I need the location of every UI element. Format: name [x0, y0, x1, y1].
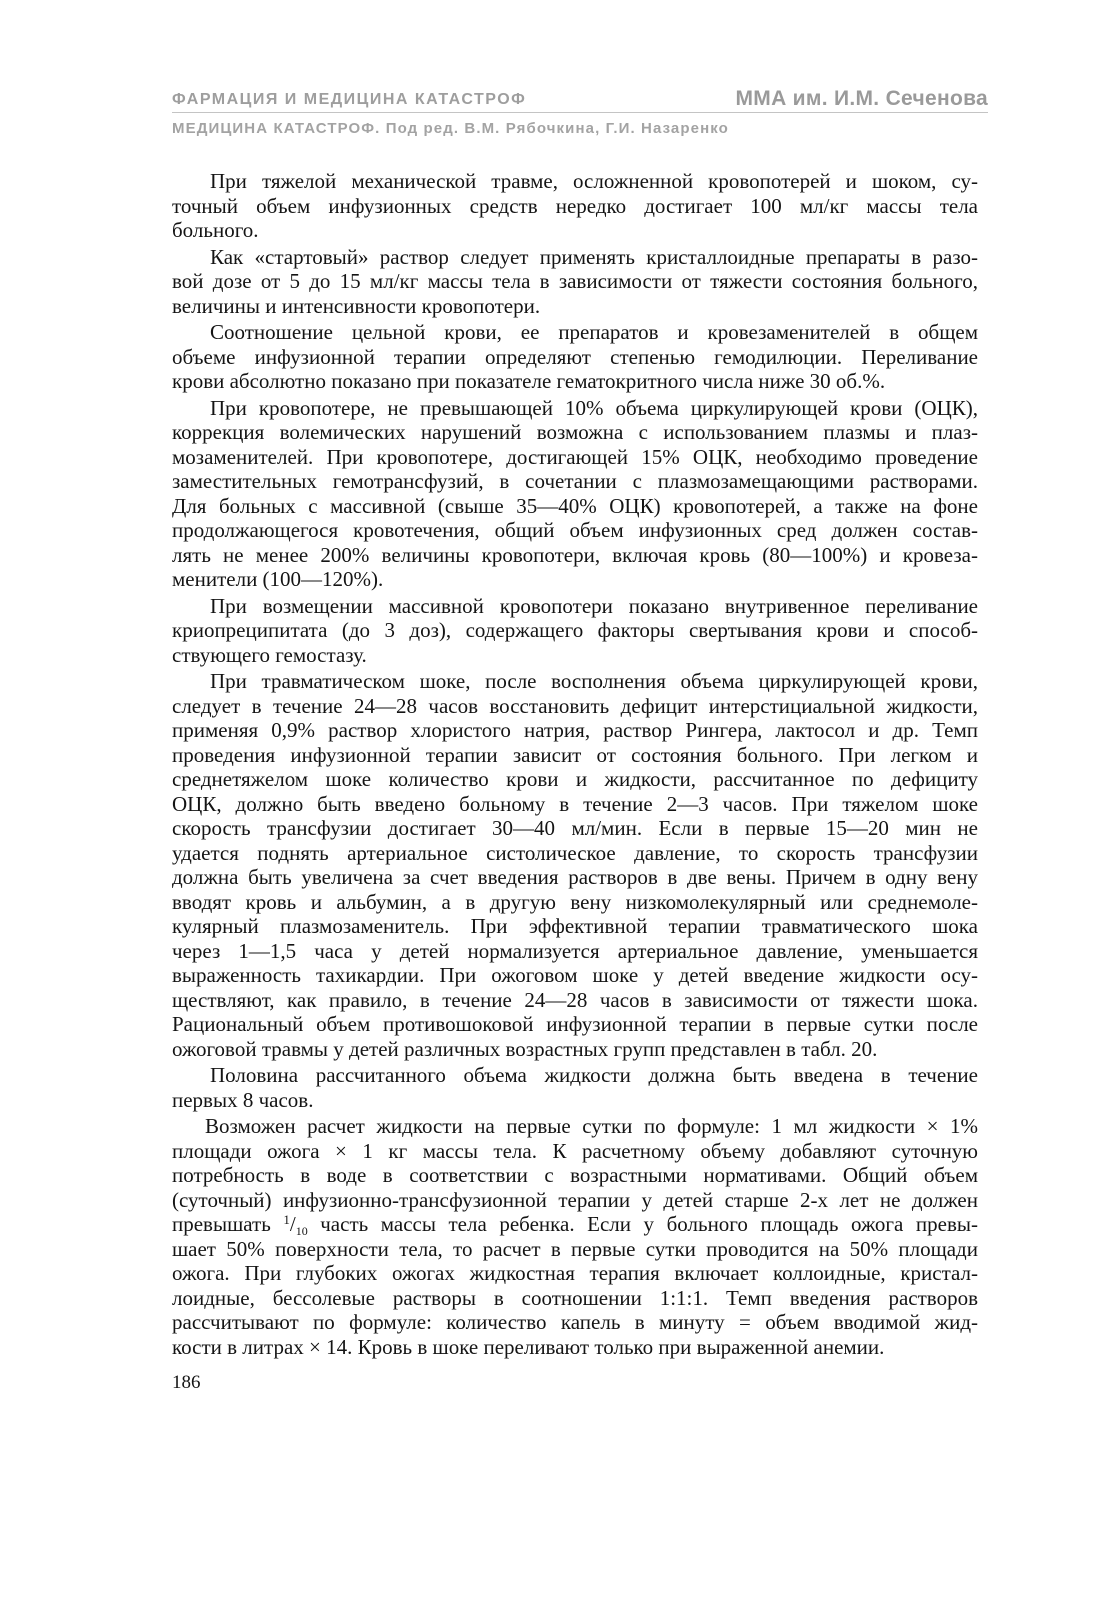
- journal-header: ФАРМАЦИЯ И МЕДИЦИНА КАТАСТРОФ: [172, 91, 527, 108]
- text-line: вводят кровь и альбумин, а в другую вену низкомолекулярный или среднемоле-: [172, 889, 978, 914]
- text-line: проведения инфузионной терапии зависит от состояния больного. При легком и: [172, 742, 978, 767]
- text-line: Рациональный объем противошоковой инфузионной терапии в первые сутки после: [172, 1012, 978, 1036]
- text-line: менители (100—120%).: [172, 567, 384, 591]
- paragraph: [172, 320, 978, 394]
- text-line: При травматическом шоке, после восполнения объема циркулирующей крови,: [210, 669, 978, 693]
- text-line: удается поднять артериальное систолическое давление, то скорость трансфузии: [172, 840, 978, 865]
- text-line: Как «стартовый» раствор следует применять кристаллоидные препараты в разо-: [210, 244, 978, 269]
- fraction-denominator: 10: [295, 1224, 308, 1238]
- fraction-numerator: 1: [283, 1212, 290, 1227]
- body-text: [172, 169, 978, 1361]
- text-line: первых 8 часов.: [172, 1087, 314, 1112]
- text-line: лять не менее 200% величины кровопотери, включая кровь (80—100%) и кровеза-: [172, 542, 978, 567]
- text-line: криопреципитата (до 3 доз), содержащего факторы свертывания крови и способ-: [172, 618, 978, 642]
- text-line: шает 50% поверхности тела, то расчет в первые сутки проводится на 50% площади: [172, 1236, 978, 1261]
- text-line: потребность в воде в соответствии с возрастными нормативами. Общий объем: [172, 1163, 978, 1187]
- text-line: ожога. При глубоких ожогах жидкостная терапия включает коллоидные, кристал-: [172, 1261, 978, 1285]
- text-line: ОЦК, должно быть введено больному в течение 2—3 часов. При тяжелом шоке: [172, 791, 978, 816]
- text-line: больного.: [172, 218, 259, 242]
- institution-header: ММА им. И.М. Сеченова: [735, 87, 988, 110]
- text-line: лоидные, бессолевые растворы в соотношении 1:1:1. Темп введения растворов: [172, 1285, 978, 1310]
- text-line: скорость трансфузии достигает 30—40 мл/мин. Если в первые 15—20 мин не: [172, 816, 978, 840]
- text-line: кости в литрах × 14. Кровь в шоке переливают только при выраженной анемии.: [172, 1334, 885, 1359]
- paragraph: [172, 169, 978, 243]
- text-line: крови абсолютно показано при показателе гематокритного числа ниже 30 об.%.: [172, 369, 886, 393]
- paragraph: [172, 1063, 978, 1112]
- text-line: кулярный плазмозаменитель. При эффективной терапии травматического шока: [172, 914, 978, 938]
- text-line: площади ожога × 1 кг массы тела. К расчетному объему добавляют суточную: [172, 1138, 978, 1163]
- text-line: следует в течение 24—28 часов восстановить дефицит интерстициальной жидкости,: [172, 693, 978, 718]
- text-line: При кровопотере, не превышающей 10% объема циркулирующей крови (ОЦК),: [210, 395, 978, 420]
- text-line: среднетяжелом шоке количество крови и жидкости, рассчитанное по дефициту: [172, 767, 978, 791]
- text-line: должна быть увеличена за счет введения растворов в две вены. Причем в одну вену: [172, 865, 978, 889]
- header-rule: [172, 112, 988, 113]
- text-line: При возмещении массивной кровопотери показано внутривенное переливание: [210, 593, 978, 618]
- page-number: 186: [172, 1372, 201, 1393]
- text-line: объеме инфузионной терапии определяют степенью гемодилюции. Переливание: [172, 344, 978, 369]
- paragraph: [172, 669, 978, 1061]
- text-line: через 1—1,5 часа у детей нормализуется артериальное давление, уменьшается: [172, 938, 978, 963]
- text-line: Для больных с массивной (свыше 35—40% ОЦК) кровопотерей, а также на фоне: [172, 493, 978, 518]
- text-line: продолжающегося кровотечения, общий объем инфузионных сред должен состав-: [172, 518, 978, 542]
- text-line: ожоговой травмы у детей различных возрастных групп представлен в табл. 20.: [172, 1036, 878, 1061]
- text-line: величины и интенсивности кровопотери.: [172, 293, 541, 318]
- paragraph: [172, 594, 978, 668]
- text-line: вой дозе от 5 до 15 мл/кг массы тела в зависимости от тяжести состояния больного,: [172, 269, 978, 293]
- text-line: мозаменителей. При кровопотере, достигающей 15% ОЦК, необходимо проведение: [172, 444, 978, 469]
- book-header: МЕДИЦИНА КАТАСТРОФ. Под ред. В.М. Рябочкина, Г.И. Назаренко: [172, 120, 729, 137]
- text-line: При тяжелой механической травме, осложненной кровопотерей и шоком, су-: [210, 169, 978, 193]
- text-line: точный объем инфузионных средств нередко достигает 100 мл/кг массы тела: [172, 193, 978, 218]
- line-text: часть массы тела ребенка. Если у больного площадь ожога превы-: [307, 1212, 978, 1236]
- paragraph: [172, 245, 978, 319]
- text-line: Соотношение цельной крови, ее препаратов и кровезаменителей в общем: [210, 320, 978, 344]
- text-line: применяя 0,9% раствор хлористого натрия, раствор Рингера, лактосол и др. Темп: [172, 718, 978, 742]
- line-text: превышать: [172, 1212, 284, 1236]
- text-line: [172, 1212, 978, 1237]
- text-line: коррекция волемических нарушений возможна с использованием плазмы и плаз-: [172, 420, 978, 444]
- text-line: рассчитывают по формуле: количество капель в минуту = объем вводимой жид-: [172, 1310, 978, 1334]
- text-line: Возможен расчет жидкости на первые сутки по формуле: 1 мл жидкости × 1%: [205, 1114, 978, 1138]
- text-line: ществляют, как правило, в течение 24—28 часов в зависимости от тяжести шока.: [172, 987, 978, 1012]
- paragraph: [172, 1114, 978, 1359]
- text-line: ствующего гемостазу.: [172, 642, 367, 667]
- text-line: заместительных гемотрансфузий, в сочетании с плазмозамещающими растворами.: [172, 469, 978, 493]
- fraction-slash: /: [289, 1212, 296, 1236]
- text-line: Половина рассчитанного объема жидкости должна быть введена в течение: [210, 1063, 978, 1087]
- text-line: (суточный) инфузионно-трансфузионной терапии у детей старше 2-х лет не должен: [172, 1187, 978, 1212]
- text-line: выраженность тахикардии. При ожоговом шоке у детей введение жидкости осу-: [172, 963, 978, 987]
- paragraph: [172, 396, 978, 592]
